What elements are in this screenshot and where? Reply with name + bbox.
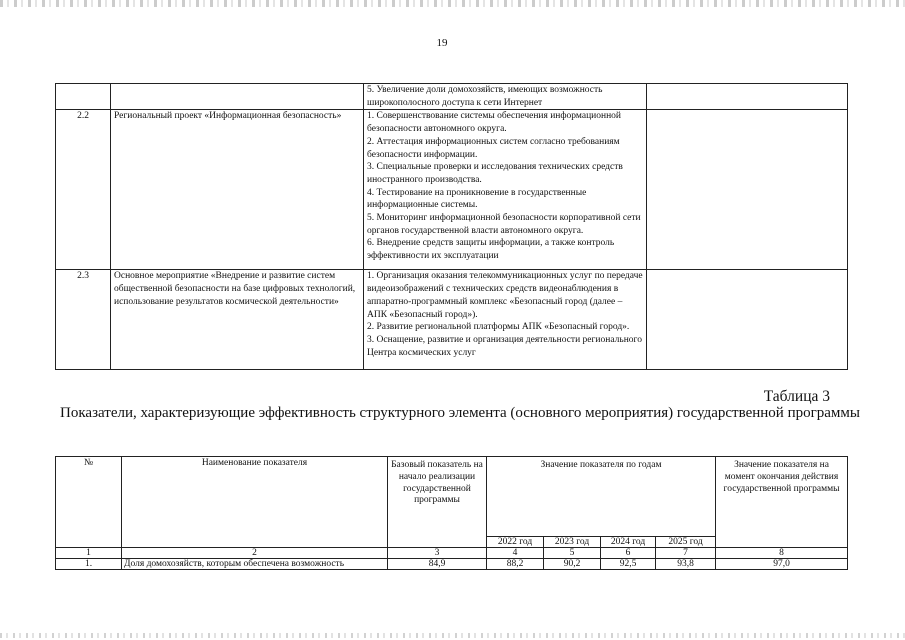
task-item: 3. Оснащение, развитие и организация деятельности регионального Центра космических услуг [367,334,642,358]
scan-edge-bottom [0,633,905,638]
activity-tasks [364,84,647,110]
column-number: 4 [487,548,544,559]
activity-tasks [364,270,647,370]
task-item: 4. Тестирование на проникновение в государственные информационные системы. [367,187,587,211]
activity-extra [647,270,848,370]
task-item: 5. Мониторинг информационной безопасности корпоративной сети органов государственной власти автономного округа. [367,213,641,236]
table-caption: Таблица 3 [763,388,830,405]
indicators-table [55,456,848,570]
task-item: 3. Специальные проверки и исследования технических средств иностранного производства. [367,162,623,185]
column-number: 6 [601,548,656,559]
scan-edge-top [0,0,905,7]
activity-extra [647,84,848,110]
task-item: 6. Внедрение средств защиты информации, а также контроль эффективности их эксплуатации [367,238,615,262]
task-item: 5. Увеличение доли домохозяйств, имеющих возможность широкополосного доступа к сети Интернет [367,85,603,108]
header-name: Наименование показателя [122,457,388,548]
indicator-base: 84,9 [388,559,487,570]
task-item: 2. Аттестация информационных систем согласно требованиям безопасности информации. [367,136,620,160]
table-heading: Показатели, характеризующие эффективность структурного элемента (основного мероприятия) государственной программы [60,405,860,421]
column-number: 7 [656,548,716,559]
header-year: 2024 год [601,537,656,548]
column-number: 1 [56,548,122,559]
indicator-num: 1. [56,559,122,570]
task-item: 1. Совершенствование системы обеспечения информационной безопасности автономного округа. [367,111,621,135]
table-row [56,559,848,570]
header-year: 2023 год [544,537,601,548]
header-year: 2025 год [656,537,716,548]
activity-name: Региональный проект «Информационная безопасность» [111,110,364,270]
indicator-final: 97,0 [716,559,848,570]
header-num: № [56,457,122,548]
column-number: 8 [716,548,848,559]
table-row [56,110,848,270]
activity-name [111,84,364,110]
indicator-name: Доля домохозяйств, которым обеспечена возможность [122,559,388,570]
indicator-value: 90,2 [544,559,601,570]
activity-extra [647,110,848,270]
indicator-value: 92,5 [601,559,656,570]
table-row [56,270,848,370]
column-number: 3 [388,548,487,559]
activity-tasks [364,110,647,270]
row-number [56,84,111,110]
column-numbers-row [56,548,848,559]
header-year: 2022 год [487,537,544,548]
indicator-value: 93,8 [656,559,716,570]
row-number: 2.3 [56,270,111,370]
header-row [56,457,848,537]
row-number: 2.2 [56,110,111,270]
header-final: Значение показателя на момент окончания действия государственной программы [716,457,848,548]
header-by-years: Значение показателя по годам [487,457,716,537]
activity-name: Основное мероприятие «Внедрение и развитие систем общественной безопасности на базе цифровых технологий, использование результатов космической деятельности» [111,270,364,370]
header-base: Базовый показатель на начало реализации государственной программы [388,457,487,548]
column-number: 5 [544,548,601,559]
table-row [56,84,848,110]
task-item: 2. Развитие региональной платформы АПК «Безопасный город». [367,322,630,333]
page-number: 19 [436,37,448,49]
column-number: 2 [122,548,388,559]
task-item: 1. Организация оказания телекоммуникационных услуг по передаче видеоизображений с технических средств видеонаблюдения в аппаратно-программный комплекс «Безопасный город (далее – АПК «Безопасный город»). [367,271,643,320]
activities-table [55,83,848,370]
indicator-value: 88,2 [487,559,544,570]
